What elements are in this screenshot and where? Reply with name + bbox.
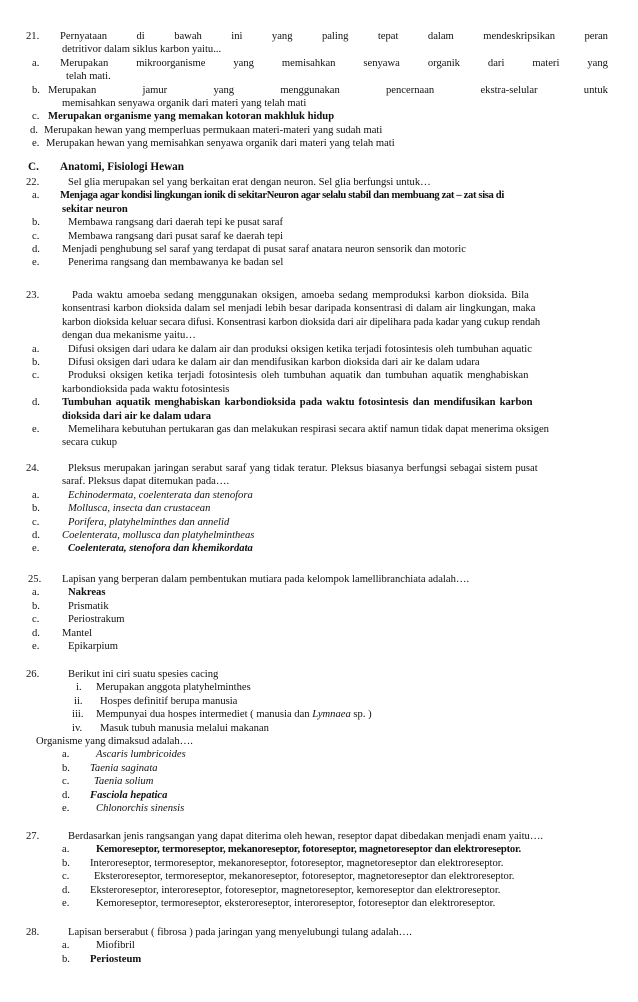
option-d: Eksteroreseptor, interoreseptor, fotoreseptor, magnetoreseptor, kemoreseptor dan elektroreseptor. <box>90 884 501 896</box>
word: menggunakan <box>280 84 340 96</box>
option-b: Membawa rangsang dari daerah tepi ke pusat saraf <box>68 217 284 229</box>
word: pencernaan <box>386 84 435 96</box>
option-label: d. <box>62 789 70 801</box>
word: organik <box>427 57 460 69</box>
option-a: Nakreas <box>68 587 106 599</box>
option-a: Kemoreseptor, termoreseptor, mekanoreseptor, fotoreseptor, magnetoreseptor dan elektroreseptor. <box>96 844 521 856</box>
word: tepat <box>377 31 399 42</box>
option-a: Miofibril <box>96 940 135 952</box>
word: paling <box>321 31 349 42</box>
option-a: Menjaga agar kondisi lingkungan ionik di sekitarNeuron agar selalu stabil dan membuang zat – zat sisa di <box>60 190 504 202</box>
question-stem-cont: dengan dua mekanisme yaitu… <box>62 330 196 342</box>
option-a: Difusi oksigen dari udara ke dalam air dan produksi oksigen ketika terjadi fotosintesis oleh tumbuhan aquatic <box>68 343 532 355</box>
option-label: c. <box>32 230 40 242</box>
question-number: 21. <box>26 31 40 42</box>
option-c: Taenia solium <box>94 776 154 788</box>
option-c-cont: karbondioksida pada waktu fotosintesis <box>62 383 230 395</box>
word: yang <box>271 31 293 42</box>
word: untuk <box>583 84 608 96</box>
option-a-cont: telah mati. <box>66 71 111 83</box>
option-e: Penerima rangsang dan membawanya ke badan sel <box>68 257 284 269</box>
word: dari <box>487 57 505 69</box>
trait-iii <box>96 708 608 721</box>
option-label: b. <box>32 356 40 368</box>
question-26 <box>0 668 638 815</box>
option-b-cont: memisahkan senyawa organik dari materi yang telah mati <box>62 97 307 109</box>
word: Pernyataan <box>60 31 108 42</box>
option-c: Porifera, platyhelminthes dan annelid <box>68 516 230 528</box>
option-d: Merupakan hewan yang memperluas permukaan materi-materi yang sudah mati <box>44 124 383 136</box>
trait-iv: Masuk tubuh manusia melalui makanan <box>100 722 269 734</box>
option-b: Difusi oksigen dari udara ke dalam air dan mendifusikan karbon dioksida dari air ke dalam udara <box>68 356 480 368</box>
option-label: b. <box>62 857 70 869</box>
option-label: a. <box>32 489 40 501</box>
trait-ii: Hospes definitif berupa manusia <box>100 695 238 707</box>
question-stem-cont: konsentrasi karbon dioksida dalam sel menjadi lebih besar daripada konsentrasi di dalam air lingkungan, maka <box>62 303 536 315</box>
option-label: b. <box>32 503 40 515</box>
section-c <box>0 161 638 174</box>
option-label: e. <box>62 897 70 909</box>
option-a: Echinodermata, coelenterata dan stenofora <box>68 489 253 501</box>
option-c: Membawa rangsang dari pusat saraf ke daerah tepi <box>68 230 284 242</box>
word: memisahkan <box>281 57 336 69</box>
option-label: c. <box>32 516 40 528</box>
option-label: c. <box>32 111 40 123</box>
option-label: a. <box>32 587 40 599</box>
option-b: Prismatik <box>68 600 109 612</box>
word: senyawa <box>363 57 400 69</box>
option-c: Eksteroreseptor, termoreseptor, mekanoreseptor, fotoreseptor, magnetoreseptor dan elektroreseptor. <box>94 871 515 883</box>
option-e: Coelenterata, stenofora dan khemikordata <box>68 543 253 555</box>
question-stem: Pleksus merupakan jaringan serabut saraf yang tidak teratur. Pleksus biasanya berfungsi sebagai sistem pusat <box>68 463 538 474</box>
section-label: C. <box>28 161 39 173</box>
trait-iii-species: Lymnaea <box>312 709 351 721</box>
option-label: d. <box>30 124 38 136</box>
option-label: d. <box>32 627 40 639</box>
option-b <box>48 84 608 97</box>
option-d: Coelenterata, mollusca dan platyhelmintheas <box>62 529 255 541</box>
roman-label: iv. <box>72 722 83 734</box>
option-d: Menjadi penghubung sel saraf yang terdapat di pusat saraf anatara neuron sensorik dan motoric <box>62 243 466 255</box>
question-21 <box>0 30 638 151</box>
option-a <box>60 57 608 70</box>
roman-label: i. <box>76 682 82 694</box>
question-number: 24. <box>26 463 40 474</box>
word: Merupakan <box>60 57 109 69</box>
question-stem: Berikut ini ciri suatu spesies cacing <box>68 669 219 680</box>
question-stem-cont: saraf. Pleksus dapat ditemukan pada…. <box>62 476 230 488</box>
word: bawah <box>174 31 202 42</box>
option-e: Chlonorchis sinensis <box>96 802 185 814</box>
option-label: a. <box>32 343 40 355</box>
word: di <box>136 31 145 42</box>
question-stem: Pada waktu amoeba sedang menggunakan oksigen, amoeba sedang memproduksi karbon dioksida. Bila <box>72 290 529 301</box>
option-label: e. <box>62 802 70 814</box>
option-c: Merupakan organisme yang memakan kotoran makhluk hidup <box>48 111 335 123</box>
word: mikroorganisme <box>136 57 206 69</box>
option-b: Interoreseptor, termoreseptor, mekanoreseptor, fotoreseptor, magnetoreseptor dan elektroreseptor. <box>90 857 504 869</box>
option-label: a. <box>32 190 40 202</box>
option-label: b. <box>62 762 70 774</box>
option-b: Mollusca, insecta dan crustacean <box>68 503 211 515</box>
question-number: 26. <box>26 669 40 680</box>
option-label: a. <box>62 749 70 761</box>
option-c: Produksi oksigen ketika terjadi fotosintesis oleh tumbuhan aquatik dan tumbuhan aquatik menghabiskan <box>68 370 529 382</box>
question-28 <box>0 926 638 966</box>
option-b: Periosteum <box>90 953 142 965</box>
option-label: d. <box>62 884 70 896</box>
option-label: b. <box>32 84 40 96</box>
question-23 <box>0 289 638 450</box>
option-label: a. <box>32 57 40 69</box>
option-a: Ascaris lumbricoides <box>96 749 186 761</box>
option-e: Kemoreseptor, termoreseptor, eksteroreseptor, interoreseptor, fotoreseptor dan elektroreseptor. <box>96 897 496 909</box>
word: mendeskripsikan <box>483 31 556 42</box>
option-a-cont: sekitar neuron <box>62 203 128 215</box>
option-d: Tumbuhan aquatik menghabiskan karbondioksida pada waktu fotosintesis dan mendifusikan karbon <box>62 397 533 409</box>
option-d: Mantel <box>62 627 93 639</box>
option-label: d. <box>32 397 40 409</box>
section-title: Anatomi, Fisiologi Hewan <box>60 161 184 173</box>
question-prompt: Organisme yang dimaksud adalah…. <box>36 735 193 747</box>
word: yang <box>587 57 608 69</box>
option-e: Merupakan hewan yang memisahkan senyawa organik dari materi yang telah mati <box>46 138 395 150</box>
word: materi <box>532 57 560 69</box>
question-stem-cont: karbon dioksida keluar secara difusi. Konsentrasi karbon dioksida dari air dipelihara pada kadar yang cukup rendah <box>62 316 541 328</box>
option-b: Taenia saginata <box>90 762 158 774</box>
option-label: c. <box>62 776 70 788</box>
question-stem <box>60 30 608 43</box>
word: jamur <box>142 84 168 96</box>
question-25 <box>0 573 638 653</box>
option-e: Epikarpium <box>68 640 119 652</box>
word: ini <box>231 31 243 42</box>
option-label: b. <box>32 217 40 229</box>
question-number: 27. <box>26 831 40 842</box>
option-label: b. <box>62 953 70 965</box>
question-stem: Lapisan yang berperan dalam pembentukan mutiara pada kelompok lamellibranchiata adalah…. <box>62 574 470 585</box>
option-e: Memelihara kebutuhan pertukaran gas dan melakukan respirasi secara aktif namun tidak dapat menerima oksigen <box>68 423 549 435</box>
option-d: Fasciola hepatica <box>90 789 168 801</box>
option-label: e. <box>32 138 40 150</box>
option-label: c. <box>32 614 40 626</box>
word: peran <box>584 31 608 42</box>
question-stem: Lapisan berserabut ( fibrosa ) pada jaringan yang menyelubungi tulang adalah…. <box>68 927 412 938</box>
option-label: e. <box>32 423 40 435</box>
option-label: d. <box>32 243 40 255</box>
option-label: e. <box>32 640 40 652</box>
option-label: e. <box>32 543 40 555</box>
question-stem: Sel glia merupakan sel yang berkaitan erat dengan neuron. Sel glia berfungsi untuk… <box>68 177 431 188</box>
option-d-cont: dioksida dari air ke dalam udara <box>62 410 212 422</box>
question-number: 23. <box>26 290 40 301</box>
trait-i: Merupakan anggota platyhelminthes <box>96 682 251 694</box>
question-27 <box>0 830 638 910</box>
roman-label: iii. <box>72 709 84 721</box>
option-label: a. <box>62 940 70 952</box>
option-label: a. <box>62 844 70 856</box>
word: yang <box>213 84 235 96</box>
option-c: Periostrakum <box>68 614 125 626</box>
question-24 <box>0 462 638 556</box>
roman-label: ii. <box>74 695 83 707</box>
word: yang <box>233 57 254 69</box>
option-label: e. <box>32 257 40 269</box>
question-stem: Berdasarkan jenis rangsangan yang dapat diterima oleh hewan, reseptor dapat dibedakan menjadi enam yaitu…. <box>68 831 544 842</box>
question-22 <box>0 176 638 270</box>
question-number: 28. <box>26 927 40 938</box>
question-stem-cont: detritivor dalam siklus karbon yaitu... <box>62 44 222 56</box>
option-label: c. <box>32 370 40 382</box>
question-number: 25. <box>28 574 42 585</box>
word: Merupakan <box>48 84 97 96</box>
trait-iii-text: Mempunyai dua hospes intermediet ( manusia dan <box>96 709 313 721</box>
option-e-cont: secara cukup <box>62 437 117 449</box>
option-label: d. <box>32 529 40 541</box>
option-label: c. <box>62 871 70 883</box>
word: dalam <box>427 31 454 42</box>
trait-iii-text-end: sp. ) <box>350 709 372 721</box>
question-number: 22. <box>26 177 40 188</box>
option-label: b. <box>32 600 40 612</box>
word: ekstra-selular <box>480 84 538 96</box>
